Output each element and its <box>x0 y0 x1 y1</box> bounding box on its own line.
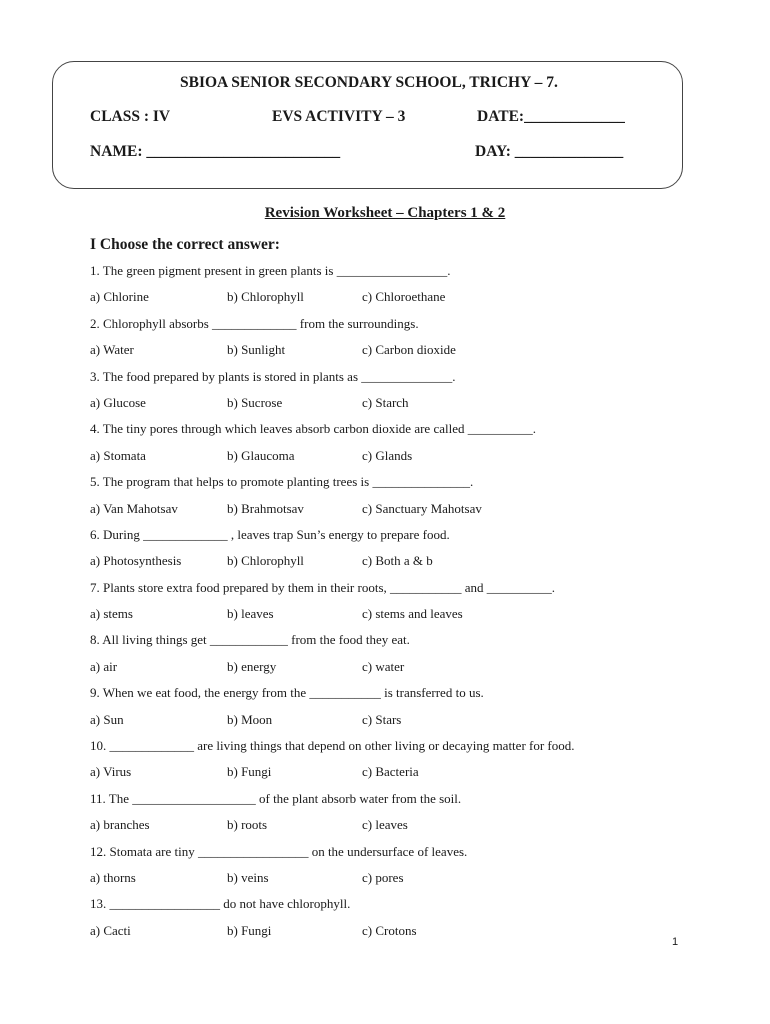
activity-label: EVS ACTIVITY – 3 <box>272 108 406 125</box>
school-name: SBIOA SENIOR SECONDARY SCHOOL, TRICHY – 7. <box>180 74 558 91</box>
question-8: 8. All living things get ____________ from the food they eat. <box>90 632 410 648</box>
options-row <box>90 447 690 473</box>
option-c: c) water <box>362 658 405 674</box>
day-field: DAY: ______________ <box>475 143 624 160</box>
option-b: b) Chlorophyll <box>227 553 304 569</box>
options-row <box>90 552 690 578</box>
option-b: b) leaves <box>227 606 274 622</box>
option-a: a) stems <box>90 606 133 622</box>
option-a: a) Stomata <box>90 447 146 463</box>
option-b: b) Fungi <box>227 922 272 938</box>
question-list <box>90 262 690 948</box>
options-row <box>90 605 690 631</box>
option-b: b) Brahmotsav <box>227 500 304 516</box>
options-row <box>90 869 690 895</box>
worksheet-title <box>0 205 770 222</box>
option-b: b) Sucrose <box>227 394 283 410</box>
option-c: c) Bacteria <box>362 764 419 780</box>
question-6: 6. During _____________ , leaves trap Sun’s energy to prepare food. <box>90 526 450 542</box>
options-row <box>90 341 690 367</box>
question-10: 10. _____________ are living things that depend on other living or decaying matter for food. <box>90 738 575 754</box>
option-a: a) Sun <box>90 711 124 727</box>
option-b: b) veins <box>227 869 269 885</box>
option-a: a) Chlorine <box>90 289 149 305</box>
page-number: 1 <box>672 936 679 948</box>
options-row <box>90 394 690 420</box>
option-b: b) Chlorophyll <box>227 289 304 305</box>
question-7: 7. Plants store extra food prepared by them in their roots, ___________ and __________. <box>90 579 556 595</box>
option-a: a) Photosynthesis <box>90 553 182 569</box>
question-2: 2. Chlorophyll absorbs _____________ from the surroundings. <box>90 315 419 331</box>
option-a: a) thorns <box>90 869 136 885</box>
option-c: c) Carbon dioxide <box>362 342 456 358</box>
option-c: c) Glands <box>362 447 413 463</box>
worksheet-title-text: Revision Worksheet – Chapters 1 & 2 <box>264 205 506 221</box>
option-c: c) pores <box>362 869 404 885</box>
options-row <box>90 288 690 314</box>
name-field: NAME: _________________________ <box>90 143 341 160</box>
option-a: a) Cacti <box>90 922 131 938</box>
option-c: c) Starch <box>362 394 409 410</box>
option-b: b) Fungi <box>227 764 272 780</box>
question-4: 4. The tiny pores through which leaves absorb carbon dioxide are called __________. <box>90 421 536 437</box>
question-9: 9. When we eat food, the energy from the ___________ is transferred to us. <box>90 685 484 701</box>
option-c: c) Stars <box>362 711 402 727</box>
option-a: a) branches <box>90 817 150 833</box>
option-c: c) Crotons <box>362 922 417 938</box>
section-heading: I Choose the correct answer: <box>90 236 280 253</box>
question-3: 3. The food prepared by plants is stored in plants as ______________. <box>90 368 456 384</box>
options-row <box>90 816 690 842</box>
class-label: CLASS : IV <box>90 108 171 125</box>
option-b: b) energy <box>227 658 277 674</box>
option-a: a) Glucose <box>90 394 146 410</box>
option-a: a) Water <box>90 342 134 358</box>
question-1: 1. The green pigment present in green plants is _________________. <box>90 263 451 278</box>
option-b: b) Sunlight <box>227 342 286 358</box>
options-row <box>90 500 690 526</box>
option-c: c) leaves <box>362 817 408 833</box>
date-field: DATE:_____________ <box>477 108 625 125</box>
option-c: c) stems and leaves <box>362 606 463 622</box>
question-5: 5. The program that helps to promote planting trees is _______________. <box>90 474 474 490</box>
question-12: 12. Stomata are tiny _________________ on the undersurface of leaves. <box>90 843 468 859</box>
options-row <box>90 711 690 737</box>
option-a: a) Virus <box>90 764 132 780</box>
option-b: b) Moon <box>227 711 273 727</box>
options-row <box>90 658 690 684</box>
question-11: 11. The ___________________ of the plant absorb water from the soil. <box>90 790 462 806</box>
question-13: 13. _________________ do not have chlorophyll. <box>90 896 351 912</box>
option-c: c) Sanctuary Mahotsav <box>362 500 482 516</box>
options-row <box>90 922 690 948</box>
option-a: a) air <box>90 658 118 674</box>
option-b: b) Glaucoma <box>227 447 295 463</box>
option-c: c) Chloroethane <box>362 289 446 305</box>
option-b: b) roots <box>227 817 268 833</box>
options-row <box>90 763 690 789</box>
option-c: c) Both a & b <box>362 553 433 569</box>
option-a: a) Van Mahotsav <box>90 500 178 516</box>
